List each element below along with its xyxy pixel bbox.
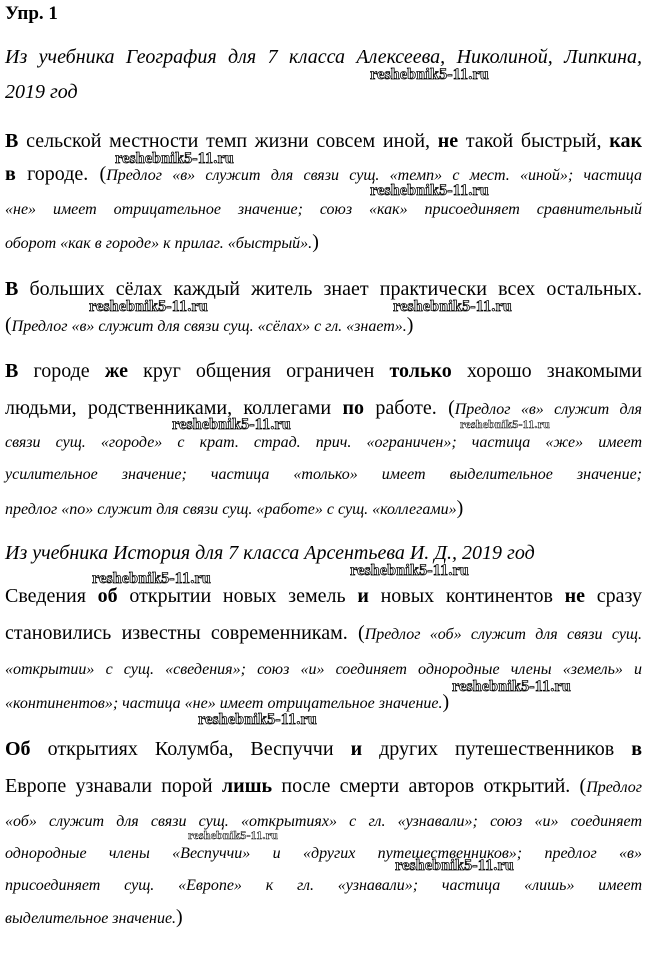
bold-word: Об <box>5 738 31 760</box>
bold-word: как <box>609 130 642 152</box>
watermark: reshebnik5-11.ru <box>370 66 489 83</box>
bold-word: и <box>357 585 369 607</box>
bold-word: В <box>5 278 19 300</box>
exercise-heading: Упр. 1 <box>5 3 58 24</box>
watermark: reshebnik5-11.ru <box>452 678 571 695</box>
watermark: reshebnik5-11.ru <box>198 711 317 728</box>
p5-line6-close: ) <box>176 906 183 928</box>
text-run: такой быстрый, <box>458 130 610 152</box>
p5-line1 <box>5 737 642 761</box>
text-run: становились известны современникам. ( <box>5 622 365 644</box>
text-run: после смерти авторов открытий. ( <box>272 775 587 797</box>
italic-comment: Предлог «об» служит для связи сущ. <box>364 626 642 643</box>
bold-word: не <box>437 130 459 152</box>
text-run: открытиях Колумба, Веспуччи <box>30 738 351 760</box>
bold-word: в <box>5 163 16 185</box>
p3-line4: усилительное значение; частица «только» имеет выделительное значение; <box>5 466 642 483</box>
text-run: Сведения <box>5 585 98 607</box>
p3-line5-text: предлог «по» служит для связи сущ. «работе» с сущ. «коллегами» <box>5 501 457 518</box>
p2-line2-close: ) <box>406 314 414 336</box>
text-run: открытии новых земель <box>117 585 358 607</box>
p2-line2 <box>5 313 413 339</box>
watermark: reshebnik5-11.ru <box>115 150 234 167</box>
text-run: работе. ( <box>364 397 455 419</box>
text-run: сельской местности темп жизни совсем иной, <box>18 130 438 152</box>
p1-line2 <box>5 162 642 188</box>
p3-line1 <box>5 359 642 383</box>
p1-line1 <box>5 129 642 153</box>
p5-line2 <box>5 774 642 800</box>
text-run: людьми, родственниками, коллегами <box>5 397 343 419</box>
source-line-history: Из учебника История для 7 класса Арсентьева И. Д., 2019 год <box>5 542 535 564</box>
text-run: других путешественников <box>362 738 632 760</box>
p2-line2-text: Предлог «в» служит для связи сущ. «сёлах» с гл. «знает». <box>11 318 407 335</box>
p3-line3: связи сущ. «городе» с крат. страд. прич. «ограничен»; частица «же» имеет <box>5 434 642 451</box>
watermark: reshebnik5-11.ru <box>89 298 208 315</box>
bold-word: лишь <box>221 775 273 797</box>
watermark: reshebnik5-11.ru <box>393 298 512 315</box>
p2-line2-open: ( <box>5 314 12 336</box>
bold-word: в <box>631 738 642 760</box>
text-run: хорошо знакомыми <box>451 360 642 382</box>
p1-line4 <box>5 230 319 256</box>
source-line-geography: Из учебника География для 7 класса Алексеева, Николиной, Липкина, <box>5 46 642 68</box>
text-run: больших сёлах каждый житель знает практически всех остальных. <box>18 278 642 300</box>
text-run: городе. ( <box>15 163 107 185</box>
text-run: круг общения ограничен <box>127 360 390 382</box>
bold-word: В <box>5 360 19 382</box>
p4-line3: «открытии» с сущ. «сведения»; союз «и» соединяет однородные члены «земель» и <box>5 661 642 678</box>
text-run: городе <box>18 360 105 382</box>
bold-word: и <box>350 738 363 760</box>
watermark: reshebnik5-11.ru <box>350 562 469 579</box>
watermark: reshebnik5-11.ru <box>92 570 211 587</box>
bold-word: В <box>5 130 19 152</box>
p5-line3: «об» служит для связи сущ. «открытиях» с гл. «узнавали»; союз «и» соединяет <box>5 813 642 830</box>
text-run: Европе узнавали порой <box>5 775 222 797</box>
italic-comment: Предлог «в» служит для <box>454 401 642 418</box>
source-year-geography: 2019 год <box>5 81 78 103</box>
text-run: сразу <box>585 585 642 607</box>
bold-word: об <box>97 585 118 607</box>
watermark: reshebnik5-11.ru <box>370 182 489 199</box>
bold-word: только <box>389 360 452 382</box>
italic-comment: Предлог «в» служит для связи сущ. «темп» с мест. «иной»; частица <box>106 167 643 184</box>
italic-comment: Предлог <box>586 779 642 796</box>
p1-line3: «не» имеет отрицательное значение; союз «как» присоединяет сравнительный <box>5 201 642 218</box>
bold-word: по <box>342 397 364 419</box>
p1-line4-close: ) <box>312 231 319 253</box>
bold-word: же <box>104 360 128 382</box>
p4-line2 <box>5 621 642 647</box>
p1-line4-text: оборот «как в городе» к прилаг. «быстрый». <box>5 235 313 252</box>
bold-word: не <box>564 585 586 607</box>
p5-line4: однородные члены «Веспуччи» и «других путешественников»; предлог «в» <box>5 845 642 862</box>
watermark: reshebnik5-11.ru <box>188 828 278 842</box>
p3-line5 <box>5 496 463 522</box>
watermark: reshebnik5-11.ru <box>460 417 550 431</box>
watermark: reshebnik5-11.ru <box>172 416 291 433</box>
watermark: reshebnik5-11.ru <box>395 857 514 874</box>
p4-line4-close: ) <box>442 691 450 713</box>
p4-line4-text: «континентов»; частица «не» имеет отрицательное значение. <box>5 695 443 712</box>
p3-line5-close: ) <box>456 497 464 519</box>
p5-line6-text: выделительное значение. <box>5 910 177 927</box>
p5-line5: присоединяет сущ. «Европе» к гл. «узнавали»; частица «лишь» имеет <box>5 877 642 894</box>
p5-line6 <box>5 905 183 931</box>
text-run: новых континентов <box>368 585 565 607</box>
